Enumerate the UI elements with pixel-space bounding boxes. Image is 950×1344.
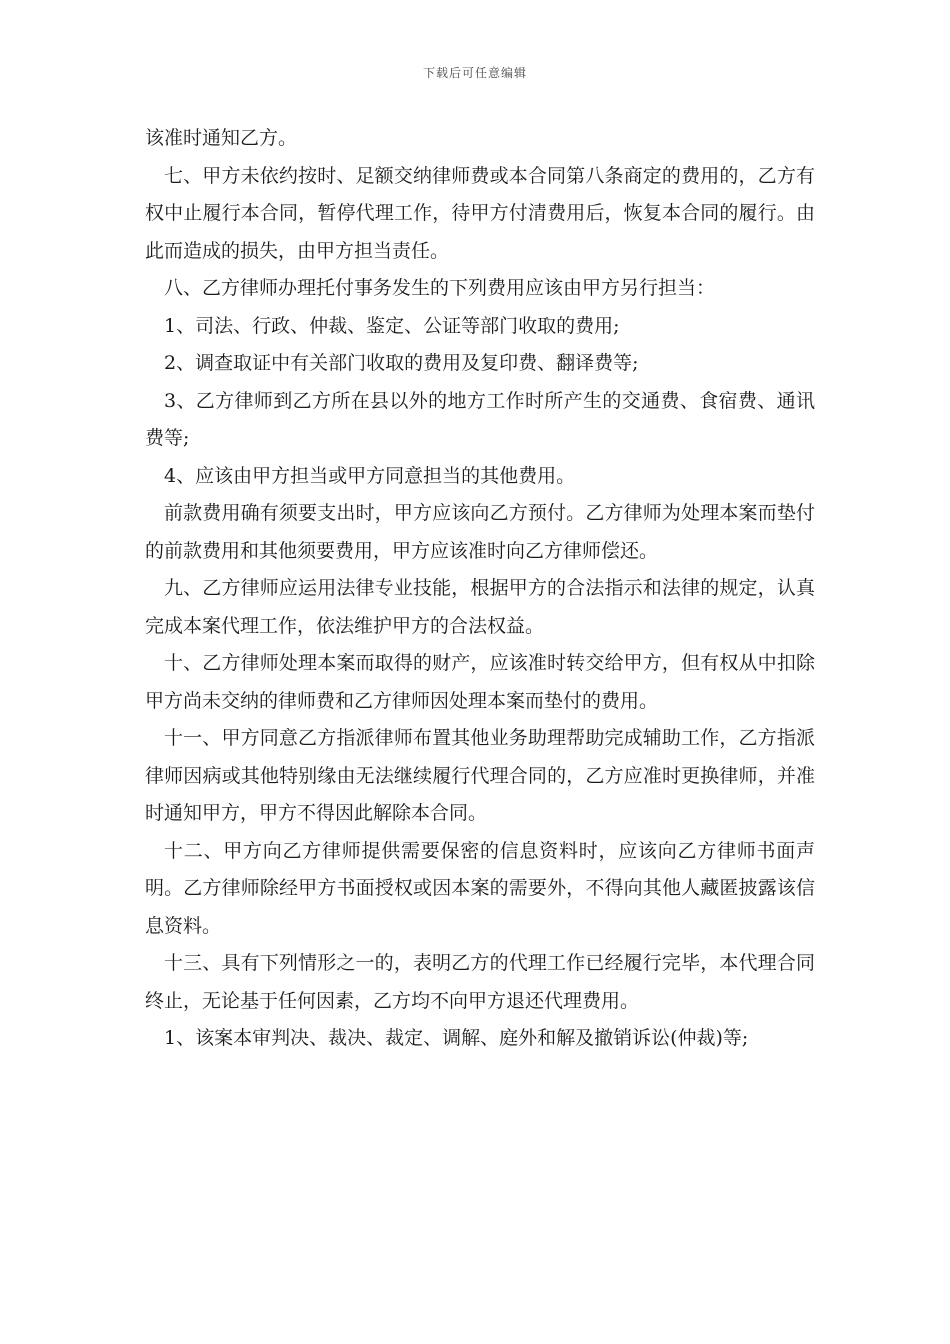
list-item: 1、司法、行政、仲裁、鉴定、公证等部门收取的费用; bbox=[164, 314, 620, 337]
list-item: 3、乙方律师到乙方所在县以外的地方工作时所产生的交通费、食宿费、通讯费等; bbox=[145, 389, 815, 449]
page-header: 下载后可任意编辑 bbox=[422, 66, 527, 80]
list-item: 4、应该由甲方担当或甲方同意担当的其他费用。 bbox=[164, 464, 576, 487]
paragraph: 前款费用确有须要支出时，甲方应该向乙方预付。乙方律师为处理本案而垫付的前款费用和其他须要费用，甲方应该准时向乙方律师偿还。 bbox=[145, 502, 815, 562]
list-item: 1、该案本审判决、裁决、裁定、调解、庭外和解及撤销诉讼(仲裁)等; bbox=[164, 1027, 749, 1049]
paragraph: 十、乙方律师处理本案而取得的财产，应该准时转交给甲方，但有权从中扣除甲方尚未交纳的律师费和乙方律师因处理本案而垫付的费用。 bbox=[145, 652, 815, 712]
document-body bbox=[145, 120, 815, 1058]
paragraph: 九、乙方律师应运用法律专业技能，根据甲方的合法指示和法律的规定，认真完成本案代理工作，依法维护甲方的合法权益。 bbox=[145, 577, 815, 637]
paragraph: 该准时通知乙方。 bbox=[145, 127, 298, 149]
paragraph: 七、甲方未依约按时、足额交纳律师费或本合同第八条商定的费用的，乙方有权中止履行本合同，暂停代理工作，待甲方付清费用后，恢复本合同的履行。由此而造成的损失，由甲方担当责任。 bbox=[145, 164, 815, 262]
paragraph: 八、乙方律师办理托付事务发生的下列费用应该由甲方另行担当： bbox=[164, 277, 716, 299]
paragraph: 十三、具有下列情形之一的，表明乙方的代理工作已经履行完毕，本代理合同终止，无论基于任何因素，乙方均不向甲方退还代理费用。 bbox=[145, 952, 815, 1012]
paragraph: 十一、甲方同意乙方指派律师布置其他业务助理帮助完成辅助工作，乙方指派律师因病或其他特别缘由无法继续履行代理合同的，乙方应准时更换律师，并准时通知甲方，甲方不得因此解除本合同。 bbox=[145, 727, 815, 824]
paragraph: 十二、甲方向乙方律师提供需要保密的信息资料时，应该向乙方律师书面声明。乙方律师除经甲方书面授权或因本案的需要外，不得向其他人藏匿披露该信息资料。 bbox=[145, 839, 815, 937]
list-item: 2、调查取证中有关部门收取的费用及复印费、翻译费等; bbox=[164, 352, 639, 374]
